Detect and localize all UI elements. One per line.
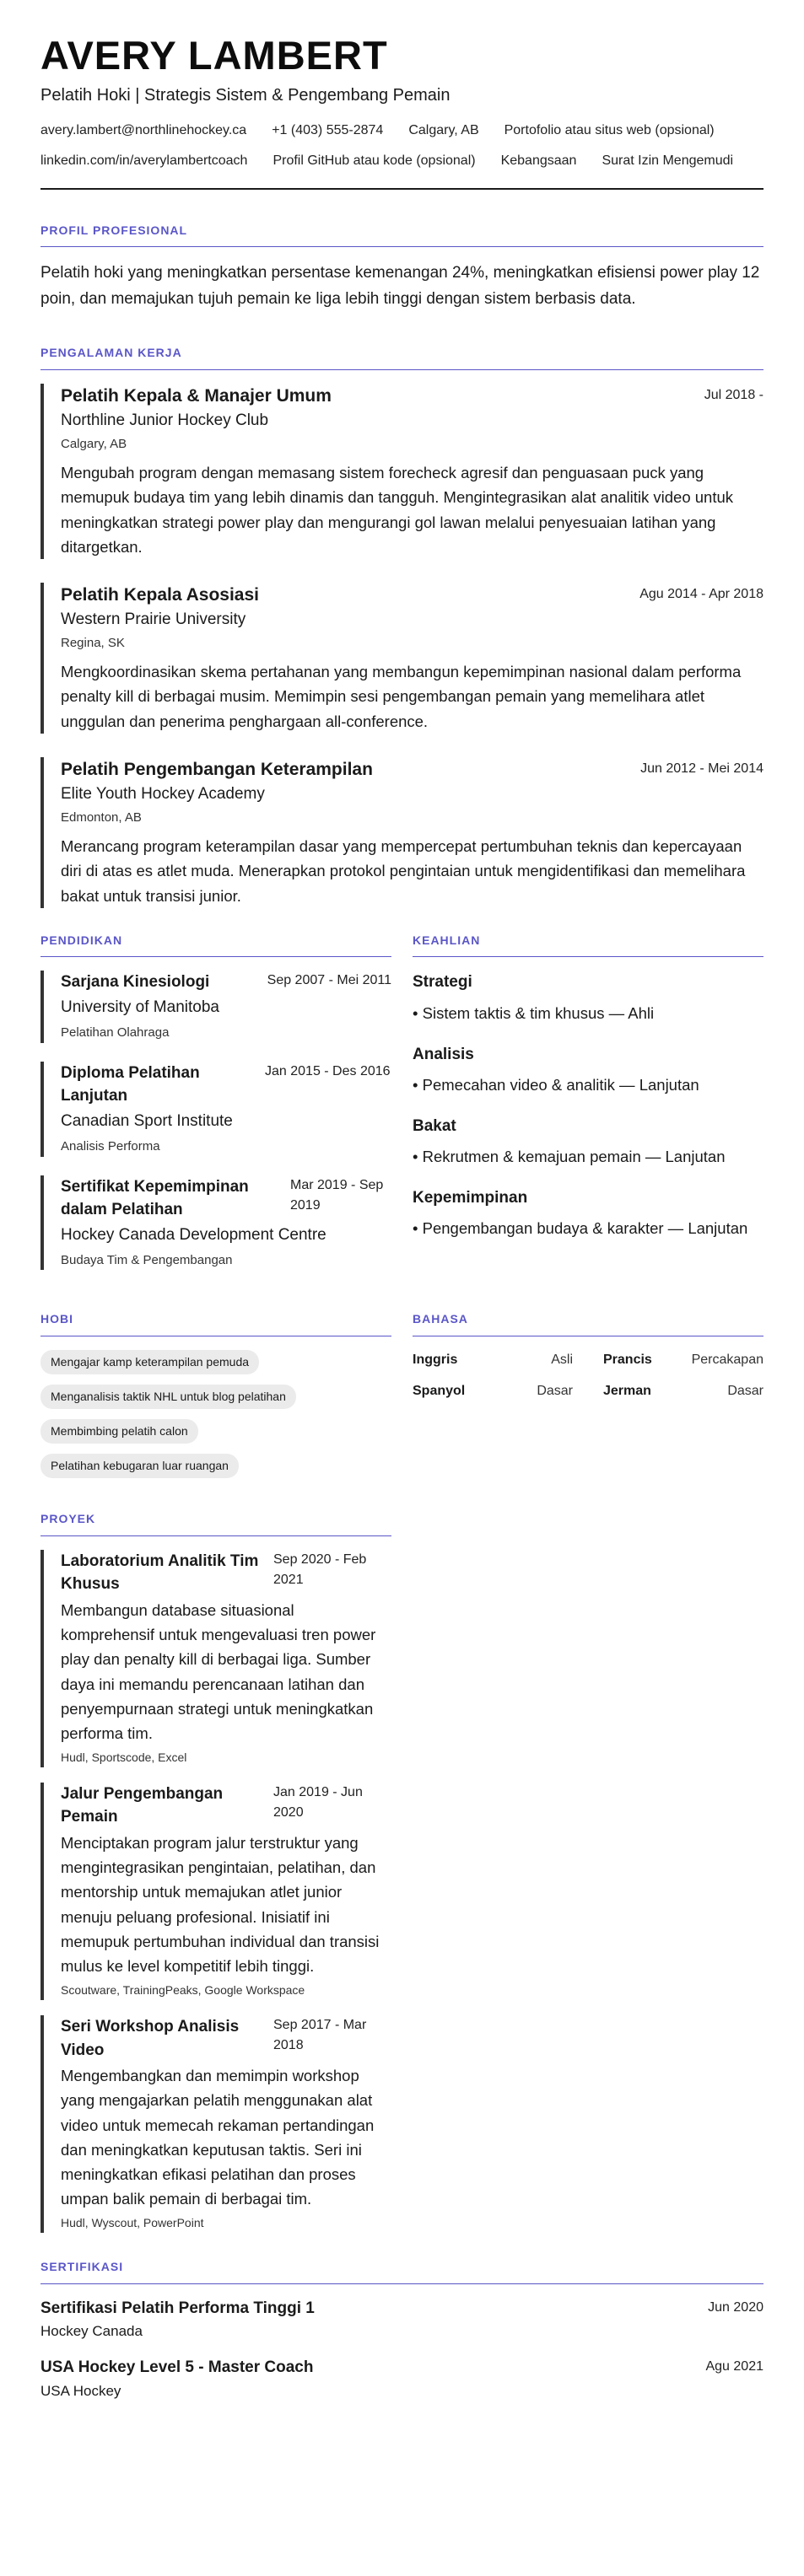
job-location: Regina, SK bbox=[61, 635, 125, 650]
education-entry bbox=[40, 1175, 391, 1271]
contact-github[interactable]: Profil GitHub atau kode (opsional) bbox=[272, 153, 476, 168]
hobby-list bbox=[40, 1350, 391, 1488]
projects-section bbox=[40, 1510, 764, 2233]
job-title: Pelatih Pengembangan Keterampilan bbox=[61, 759, 373, 779]
hobby-chip: Mengajar kamp keterampilan pemuda bbox=[40, 1350, 259, 1374]
hobbies-languages-row bbox=[40, 1310, 764, 1488]
job-location: Edmonton, AB bbox=[61, 809, 142, 825]
resume-header bbox=[40, 34, 764, 190]
project-description: Mengembangkan dan memimpin workshop yang mengajarkan pelatih menggunakan alat video untuk memecah rekaman pertandingan dan meningkatkan keputusan taktis. Seri ini meningkatkan efikasi pelatihan dan proses umpan balik pemain di berbagai tim. bbox=[61, 2067, 375, 2208]
certification-entry bbox=[40, 2298, 764, 2342]
education-section bbox=[40, 932, 391, 1289]
experience-section bbox=[40, 344, 764, 908]
skill-item: • Sistem taktis & tim khusus — Ahli bbox=[413, 1003, 655, 1022]
project-date: Sep 2020 - Feb 2021 bbox=[273, 1552, 367, 1587]
education-date: Jan 2015 - Des 2016 bbox=[265, 1063, 391, 1078]
contact-location: Calgary, AB bbox=[408, 122, 479, 137]
project-title: Laboratorium Analitik Tim Khusus bbox=[61, 1552, 259, 1594]
education-title: Diploma Pelatihan Lanjutan bbox=[61, 1063, 200, 1105]
certification-date: Agu 2021 bbox=[705, 2359, 764, 2374]
education-title: Sarjana Kinesiologi bbox=[61, 973, 210, 992]
certification-issuer: USA Hockey bbox=[40, 2382, 121, 2399]
section-title: PROFIL PROFESIONAL bbox=[40, 222, 764, 248]
job-date: Jun 2012 - Mei 2014 bbox=[640, 761, 764, 776]
section-title: HOBI bbox=[40, 1310, 391, 1336]
skills-section bbox=[413, 932, 764, 1289]
job-entry bbox=[40, 583, 764, 734]
job-entry bbox=[40, 757, 764, 908]
project-entry bbox=[40, 1783, 391, 2000]
skill-category: Kepemimpinan bbox=[413, 1188, 528, 1207]
education-date: Sep 2007 - Mei 2011 bbox=[267, 973, 391, 988]
education-institution: Hockey Canada Development Centre bbox=[61, 1225, 326, 1244]
education-focus: Pelatihan Olahraga bbox=[61, 1025, 170, 1041]
candidate-name: AVERY LAMBERT bbox=[40, 33, 388, 78]
language-entry bbox=[603, 1350, 764, 1371]
education-skills-row bbox=[40, 932, 764, 1289]
language-level: Percakapan bbox=[691, 1353, 764, 1368]
skill-item: • Pengembangan budaya & karakter — Lanjutan bbox=[413, 1219, 748, 1238]
skill-item: • Rekrutmen & kemajuan pemain — Lanjutan bbox=[413, 1148, 726, 1166]
skill-category: Analisis bbox=[413, 1045, 474, 1063]
education-institution: Canadian Sport Institute bbox=[61, 1111, 233, 1130]
job-title: Pelatih Kepala Asosiasi bbox=[61, 584, 259, 605]
project-title: Seri Workshop Analisis Video bbox=[61, 2017, 240, 2059]
contact-linkedin[interactable]: linkedin.com/in/averylambertcoach bbox=[40, 153, 248, 168]
project-date: Jan 2019 - Jun 2020 bbox=[273, 1784, 363, 1820]
section-title: SERTIFIKASI bbox=[40, 2258, 764, 2284]
language-list bbox=[413, 1350, 764, 1402]
language-entry bbox=[413, 1350, 573, 1371]
languages-section bbox=[413, 1310, 764, 1488]
project-tools: Hudl, Sportscode, Excel bbox=[61, 1750, 187, 1765]
certification-title: Sertifikasi Pelatih Performa Tinggi 1 bbox=[40, 2299, 315, 2317]
project-title: Jalur Pengembangan Pemain bbox=[61, 1784, 224, 1826]
project-tools: Hudl, Wyscout, PowerPoint bbox=[61, 2216, 204, 2230]
education-focus: Budaya Tim & Pengembangan bbox=[61, 1253, 233, 1268]
job-organization: Elite Youth Hockey Academy bbox=[61, 785, 265, 804]
certification-title: USA Hockey Level 5 - Master Coach bbox=[40, 2358, 314, 2377]
contact-portfolio[interactable]: Portofolio atau situs web (opsional) bbox=[504, 122, 715, 137]
education-entry bbox=[40, 1062, 391, 1157]
hobby-chip: Menganalisis taktik NHL untuk blog pelatihan bbox=[40, 1385, 296, 1409]
language-level: Asli bbox=[551, 1353, 573, 1368]
section-title: BAHASA bbox=[413, 1310, 764, 1336]
language-name: Prancis bbox=[603, 1353, 652, 1368]
project-entry bbox=[40, 1550, 391, 1767]
language-level: Dasar bbox=[727, 1383, 764, 1398]
project-description: Membangun database situasional komprehensif untuk mengevaluasi tren power play dan penalty kill di berbagai liga. Sumber daya ini memandu perencanaan latihan dan penyempurnaan strategi untuk meningkatkan performa tim. bbox=[61, 1600, 376, 1742]
hobby-chip: Pelatihan kebugaran luar ruangan bbox=[40, 1454, 239, 1478]
skill-category: Strategi bbox=[413, 973, 472, 992]
section-title: KEAHLIAN bbox=[413, 932, 764, 958]
project-tools: Scoutware, TrainingPeaks, Google Workspace bbox=[61, 1983, 305, 1998]
summary-text: Pelatih hoki yang meningkatkan persentase kemenangan 24%, meningkatkan efisiensi power play 12 poin, dan memajukan tujuh pemain ke liga lebih tinggi dengan sistem berbasis data. bbox=[40, 264, 760, 308]
education-title: Sertifikat Kepemimpinan dalam Pelatihan bbox=[61, 1177, 249, 1219]
project-entry bbox=[40, 2015, 391, 2233]
contact-list bbox=[40, 121, 764, 181]
education-institution: University of Manitoba bbox=[61, 998, 219, 1016]
summary-section bbox=[40, 222, 764, 312]
skill-category: Bakat bbox=[413, 1116, 456, 1135]
job-organization: Northline Junior Hockey Club bbox=[61, 411, 269, 430]
hobby-chip: Membimbing pelatih calon bbox=[40, 1419, 198, 1444]
contact-nationality: Kebangsaan bbox=[500, 153, 577, 168]
contact-email[interactable]: avery.lambert@northlinehockey.ca bbox=[40, 122, 247, 137]
certification-date: Jun 2020 bbox=[708, 2299, 764, 2315]
education-entry bbox=[40, 971, 391, 1042]
section-title: PENGALAMAN KERJA bbox=[40, 344, 764, 370]
job-date: Agu 2014 - Apr 2018 bbox=[639, 586, 764, 601]
education-focus: Analisis Performa bbox=[61, 1139, 160, 1154]
job-date: Jul 2018 - bbox=[704, 387, 764, 402]
project-date: Sep 2017 - Mar 2018 bbox=[273, 2017, 367, 2052]
job-description: Mengubah program dengan memasang sistem forecheck agresif dan penguasaan puck yang memupuk budaya tim yang lebih dinamis dan tangguh. Mengintegrasikan alat analitik video untuk meningkatkan strategi power play dan mengurangi gol lawan melalui penyesuaian latihan yang ditargetkan. bbox=[61, 464, 734, 556]
language-name: Spanyol bbox=[413, 1383, 466, 1398]
contact-driving-license: Surat Izin Mengemudi bbox=[602, 153, 734, 168]
job-description: Merancang program keterampilan dasar yang mempercepat pertumbuhan teknis dan kepercayaan diri di atas es atlet muda. Menerapkan protokol pengintaian untuk mengidentifikasi dan memelihara bakat untuk transisi junior. bbox=[61, 837, 746, 905]
hobbies-section bbox=[40, 1310, 391, 1488]
certification-issuer: Hockey Canada bbox=[40, 2323, 143, 2340]
language-entry bbox=[603, 1381, 764, 1402]
job-title: Pelatih Kepala & Manajer Umum bbox=[61, 385, 332, 406]
candidate-tagline: Pelatih Hoki | Strategis Sistem & Pengembang Pemain bbox=[40, 85, 451, 105]
job-organization: Western Prairie University bbox=[61, 610, 246, 629]
education-date: Mar 2019 - Sep 2019 bbox=[290, 1177, 384, 1213]
header-divider bbox=[40, 188, 764, 190]
job-description: Mengkoordinasikan skema pertahanan yang membangun kepemimpinan nasional dalam performa penalty kill di berbagai musim. Memimpin sesi pengembangan pemain yang memelihara atlet unggulan dan penerima penghargaan all-conference. bbox=[61, 663, 742, 730]
skill-item: • Pemecahan video & analitik — Lanjutan bbox=[413, 1076, 699, 1094]
certifications-section bbox=[40, 2258, 764, 2401]
job-location: Calgary, AB bbox=[61, 436, 127, 451]
section-title: PENDIDIKAN bbox=[40, 932, 391, 958]
section-title: PROYEK bbox=[40, 1510, 391, 1536]
language-name: Jerman bbox=[603, 1383, 651, 1398]
language-level: Dasar bbox=[537, 1383, 573, 1398]
contact-phone[interactable]: +1 (403) 555-2874 bbox=[272, 122, 384, 137]
job-entry bbox=[40, 384, 764, 559]
project-description: Menciptakan program jalur terstruktur yang mengintegrasikan pengintaian, pelatihan, dan mentorship untuk memajukan atlet junior menuju peluang profesional. Inisiatif ini memupuk pertumbuhan individual dan transisi mulus ke level kompetitif lebih tinggi. bbox=[61, 1833, 380, 1976]
language-name: Inggris bbox=[413, 1353, 458, 1368]
language-entry bbox=[413, 1381, 573, 1402]
certification-entry bbox=[40, 2357, 764, 2401]
